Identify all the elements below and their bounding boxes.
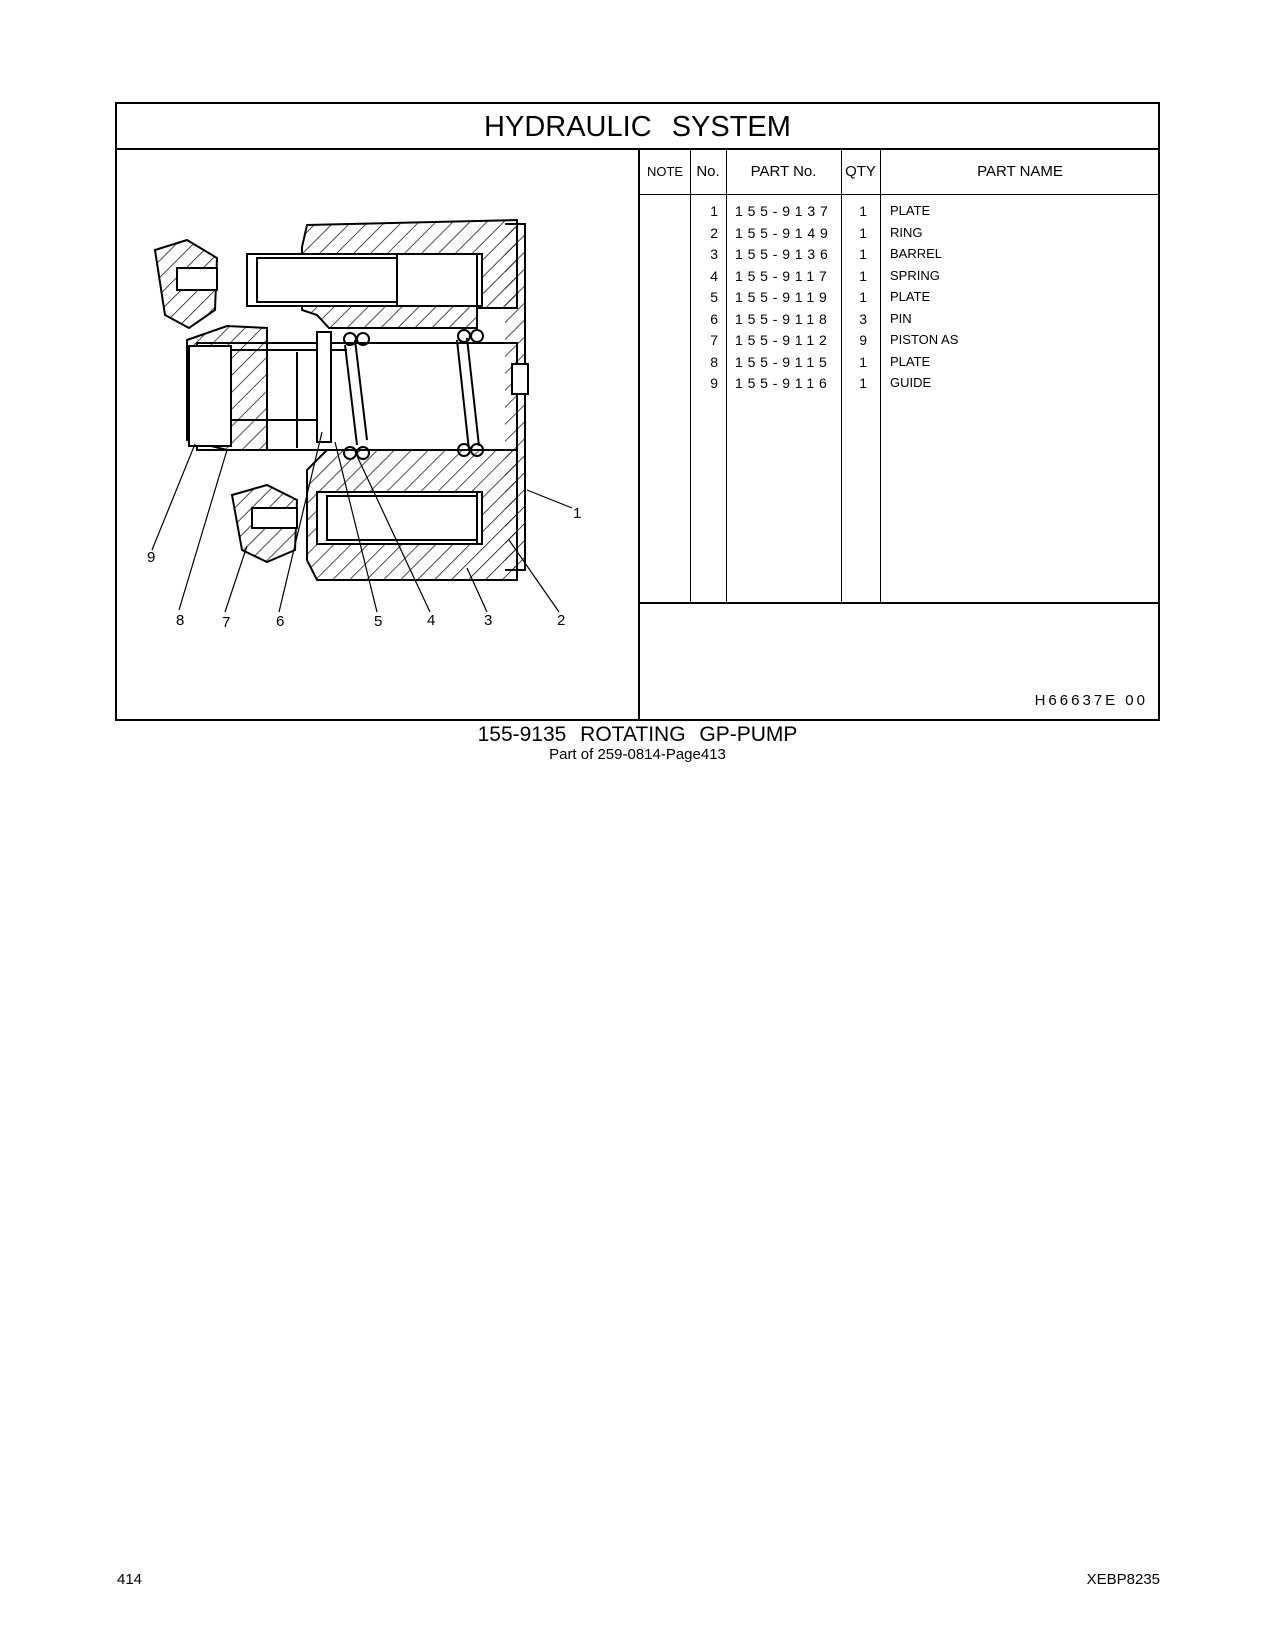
item-number: 5 xyxy=(710,289,718,305)
quantity: 1 xyxy=(859,289,867,305)
quantity: 1 xyxy=(859,353,867,370)
item-number: 6 xyxy=(710,310,718,327)
quantity: 1 xyxy=(859,203,867,219)
part-name: PISTON AS xyxy=(890,332,959,347)
callout-6: 6 xyxy=(276,613,285,630)
document-id: XEBP8235 xyxy=(1086,1571,1160,1588)
item-number: 9 xyxy=(710,375,718,391)
quantity: 9 xyxy=(859,332,867,348)
col-header-part-no: PART No. xyxy=(750,163,817,180)
quantity: 1 xyxy=(859,267,867,284)
part-number: 155-9137 xyxy=(735,203,833,219)
header-divider xyxy=(640,194,1160,195)
part-name: BARREL xyxy=(890,246,943,261)
part-name: SPRING xyxy=(890,267,940,283)
part-name: PLATE xyxy=(890,203,931,218)
part-name: PLATE xyxy=(890,353,931,369)
callout-7: 7 xyxy=(222,614,231,631)
part-number: 155-9118 xyxy=(735,310,832,327)
part-number: 155-9119 xyxy=(735,289,832,305)
assembly-reference: Part of 259-0814-Page413 xyxy=(549,746,726,763)
part-number: 155-9116 xyxy=(735,375,832,391)
callout-2: 2 xyxy=(557,612,566,629)
part-number: 155-9136 xyxy=(735,246,833,262)
part-number: 155-9149 xyxy=(735,224,833,241)
part-name: PLATE xyxy=(890,289,931,304)
callout-1: 1 xyxy=(573,505,582,522)
table-row xyxy=(640,243,1160,265)
col-header-qty: QTY xyxy=(845,163,876,180)
item-number: 7 xyxy=(710,332,718,348)
table-row xyxy=(640,265,1160,287)
table-row xyxy=(640,329,1160,351)
table-bottom-divider xyxy=(640,602,1160,604)
col-header-no: No. xyxy=(696,163,720,180)
parts-table xyxy=(640,150,1160,721)
part-number: 155-9117 xyxy=(735,267,832,284)
table-row xyxy=(640,286,1160,308)
part-name: PIN xyxy=(890,310,912,326)
section-title: HYDRAULIC SYSTEM xyxy=(117,104,1158,150)
quantity: 1 xyxy=(859,224,867,241)
part-name: RING xyxy=(890,224,923,240)
table-row xyxy=(640,372,1160,394)
table-row xyxy=(640,308,1160,330)
item-number: 8 xyxy=(710,353,718,370)
pump-cross-section-drawing xyxy=(117,150,638,721)
quantity: 1 xyxy=(859,375,867,391)
part-number: 155-9112 xyxy=(735,332,832,348)
table-row xyxy=(640,351,1160,373)
item-number: 3 xyxy=(710,246,718,262)
item-number: 2 xyxy=(710,224,718,241)
callout-4: 4 xyxy=(427,612,436,629)
quantity: 3 xyxy=(859,310,867,327)
part-number: 155-9115 xyxy=(735,353,832,370)
callout-8: 8 xyxy=(176,612,185,629)
item-number: 4 xyxy=(710,267,718,284)
col-header-note: NOTE xyxy=(646,164,684,179)
assembly-title: 155-9135 ROTATING GP-PUMP xyxy=(477,723,798,746)
callout-3: 3 xyxy=(484,612,493,629)
parts-frame xyxy=(115,102,1160,721)
part-name: GUIDE xyxy=(890,375,932,390)
table-row xyxy=(640,222,1160,244)
table-row xyxy=(640,200,1160,222)
illustration-code: H66637E 00 xyxy=(1034,692,1148,709)
callout-9: 9 xyxy=(147,549,156,566)
exploded-view-illustration xyxy=(117,150,640,721)
quantity: 1 xyxy=(859,246,867,262)
col-header-part-name: PART NAME xyxy=(977,163,1063,180)
item-number: 1 xyxy=(710,203,718,219)
page-number: 414 xyxy=(117,1571,143,1588)
callout-5: 5 xyxy=(374,613,383,630)
